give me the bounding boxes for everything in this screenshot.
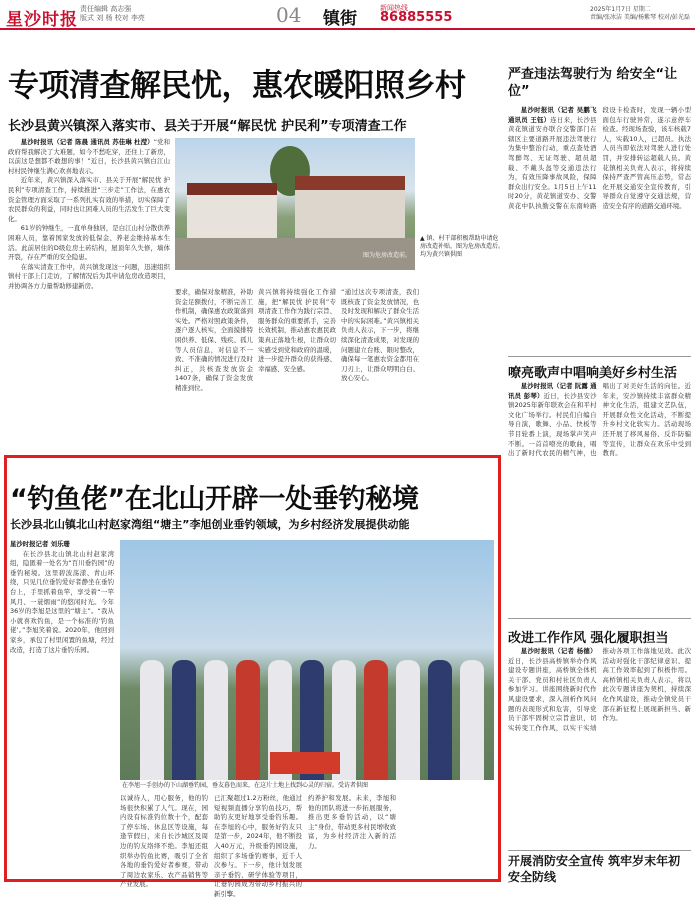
section-title: 镇街 [323,9,357,29]
photo-person [396,660,420,780]
lead-photo [175,138,415,270]
side-fire-title: 开展消防安全宣传 筑牢岁末年初安全防线 [508,854,681,884]
photo-banner [270,752,340,774]
fishing-subheadline: 长沙县北山镇北山村赵家湾组“塘主”李旭创业垂钓领域，为乡村经济发展提供动能 [10,518,410,531]
lead-col-2: 要求，确保对象精准，补助资金足额拨付，不断完善工作机制，确保惠农政策落到实处。严格对照政策条件，逐户逐人核实，全面摸排特困供养、低保、残疾、孤儿等人员信息，对信息不一致、不准确的情况进行及时纠正，共核查发放资金1407条，确保了资金发放精准到位。 [175,288,253,392]
side-divider-3 [508,850,691,851]
photo-house-new [295,176,405,238]
lead-col-4: “通过这次专项清查，我们既核查了资金发放情况，也及时发现和解决了群众生活中的实际困难。”黄兴镇相关负责人表示，下一步，将继续深化清查成果，对发现的问题建立台账、限时整改，确保每一笔惠农资金都用在刀刃上，让群众明明白白、放心安心。 [341,288,419,383]
lead-headline: 专项清查解民忧，惠农暖阳照乡村 [8,68,466,104]
photo-person [204,660,228,780]
side-song-title: 嘹亮歌声中唱响美好乡村生活 [508,366,678,381]
side-divider-1 [508,356,691,357]
issue-date: 2025年1月7日 星期二 责编/张冰洁 美编/杨紫琴 校对/彭光磊 [590,6,690,21]
photo-person [172,660,196,780]
photo-house-old [187,183,277,238]
photo-person [460,660,484,780]
fishing-col-2: 以诚待人，用心服务，他的钓场很快积累了人气。现在，园内设有标准钓位数十个，配套了停车场、休息区等设施，每逢节假日，来自长沙城区及周边的钓友络绎不绝。李旭还组织举办钓鱼比赛，吸引了全省各地的垂钓爱好者参赛，带动了周边农家乐、农产品销售等产业发展。 [120,794,208,889]
photo-person [140,660,164,780]
photo-person [236,660,260,780]
side-style-body: 星沙时报讯（记者 杨德）近日，长沙县高桥镇举办作风建设专题讲座，高桥镇全体机关干部、党员和村社区负责人参加学习。讲座围绕新时代作风建设要求，深入剖析作风问题的表现形式和危害，引导党员干部牢固树立宗旨意识，切实转变工作作风，以实干实绩推动各项工作落地见效。此次活动对强化干部纪律意识、提高工作效率起到了积极作用。高桥镇相关负责人表示，将以此次专题讲座为契机，持续深化作风建设，推动全镇党员干部在新征程上展现新担当、新作为。 [508,647,691,732]
lead-col-3: 黄兴镇将持续强化工作措施，把“解民忧 护民利”专项清查工作作为践行宗旨、服务群众的重要抓手，完善长效机制，推动惠农惠民政策真正落地生根，让群众切实感受到党和政府的温暖，进一步提升群众的获得感、幸福感、安全感。 [258,288,336,373]
photo-person [428,660,452,780]
side-divider-2 [508,618,691,619]
fishing-col-5 [402,794,494,878]
fishing-col-1: 星沙时报记者 刘乐珊 在长沙县北山镇北山村赵家湾组，隐匿着一处名为“百川垂钓园”的垂钓秘境。这里碧波荡漾、青山环绕，只见几位垂钓爱好者静坐在垂钓台上，手里抓着鱼竿，享受着“一竿风月、一蓑烟雨”的悠闲时光。今年36岁的李旭是这里的“塘主”。“我从小就喜欢钓鱼，是一个标准的‘钓鱼佬’。”李旭笑着说。2020年，他回到家乡，承包了村里闲置的鱼塘，经过改造，打造了这片垂钓乐园。 [10,540,114,654]
masthead [0,0,695,30]
page-number: 04 [276,3,302,27]
fishing-col-3: 已汇聚超过1.2万粉丝，他通过短视频直播分享钓鱼技巧，帮助钓友更好地享受垂钓乐趣。在李旭的心中，服务好钓友只是第一步，2024年，他不断投入40万元，升级垂钓园设施，组织了多场垂钓赛事，近千人次参与。下一步，他计划发展亲子垂钓、研学体验等项目，让垂钓园成为带动乡村振兴的新引擎。 [214,794,302,898]
lead-photo-caption-2: ▲ 镇、村干部积极帮助申请危房改造补贴，图为危房改造后。均为黄兴镇供图 [420,235,505,258]
fishing-photo-caption: 在李旭一手创办的下山湖垂钓园，垂友暮色而来，在这片土地上找到心灵的归宿。受访者供图 [122,782,369,789]
side-style-title: 改进工作作风 强化履职担当 [508,631,669,646]
paper-logo: 星沙时报 [6,10,78,30]
side-traffic-title: 严查违法驾驶行为 给安全“让位” [508,67,678,99]
fishing-headline: “钓鱼佬”在北山开辟一处垂钓秘境 [10,484,419,515]
fishing-col-4: 约养护和发展。未来，李旭和他的团队将进一步拓展服务，推出更多垂钓活动，以“塘主”身份，带动更多村民增收致富，为乡村经济注入新的活力。 [308,794,396,850]
masthead-tagline: 责任编辑 高志强 版式 刘 杨 校对 李亮 [80,5,145,22]
lead-col-5 [424,288,502,448]
lead-photo-caption: 图为危房改造前。 [362,252,411,259]
side-traffic-body: 星沙时报讯（记者 吴鹏飞 通讯员 王钰）连日来，长沙县黄花镇道安办联合交警部门在辖区主要道路开展违法驾驶行为集中整治行动，重点查处酒驾醉驾、无证驾驶、超员超载、不戴头盔等交通违法行为，有效压降事故风险，保障群众出行安全。1月5日上午11时20分，黄花镇道安办、交警黄花中队执勤交警在东南岭路段设卡检查时，发现一辆小型面包车行驶异常，遂示意停车检查。经现场查验，该车核载7人，实载10人，已超员。执法人员当即依法对驾驶人进行处罚，并安排转运超载人员。黄花镇相关负责人表示，将持续保持严查严管高压态势，常态化开展交通安全宣传教育，引导群众自觉遵守交通法规，营造安全有序的道路交通环境。 [508,106,691,210]
photo-person [364,660,388,780]
side-song-body: 星沙时报讯（记者 阮露 通讯员 彭琴）近日，长沙县安沙镇2025年新年联欢会在和平村文化广场举行。村民们自编自导自演，歌舞、小品、快板等节目轮番上演，现场掌声笑声不断。一首首嘹亮的歌曲，唱出了新时代农民的精气神，也唱出了对美好生活的向往。近年来，安沙镇持续丰富群众精神文化生活，组建文艺队伍，开展群众性文化活动，不断提升乡村文化软实力。活动现场还开展了移风易俗、反诈防骗等宣传，让群众在欢乐中受到教育。 [508,382,691,458]
fishing-photo [120,540,494,780]
lead-subheadline: 长沙县黄兴镇深入落实市、县关于开展“解民忧 护民利”专项清查工作 [8,119,407,134]
lead-col-1: 星沙时报讯（记者 陈晨 通讯员 苏佳琳 杜滢）“党和政府帮我解决了大难题，如今不愁吃穿，还住上了新房，以前这是想都不敢想的事！”近日，长沙县黄兴镇白江山村村民钟继生满心欢喜地表示。 近年来，黄兴镇深入落实市、县关于开展“解民忧 护民利”专项清查工作，持续推进“三步走”工作法，在惠农资金管理方面采取了一系列扎实有效的举措，切实保障了农民群众的利益，同时也让困难人员的生活发生了巨大变化。 61岁的钟继生，一直单身独居，是白江山村分散供养困难人员，靠着国家发放的低保金、养老金维持基本生活。此前居住的D级危房土砖结构，屋顶年久失修，墙体开裂，存在严重的安全隐患。 在落实清查工作中，黄兴镇发现这一问题，迅速组织镇村干部上门走访，了解情况后为其申请危房改造项目，并协调各方力量帮助修建新房。 [8,138,171,290]
news-hotline: 新闻热线 86885555 [380,4,453,25]
side-article-traffic [508,46,691,351]
